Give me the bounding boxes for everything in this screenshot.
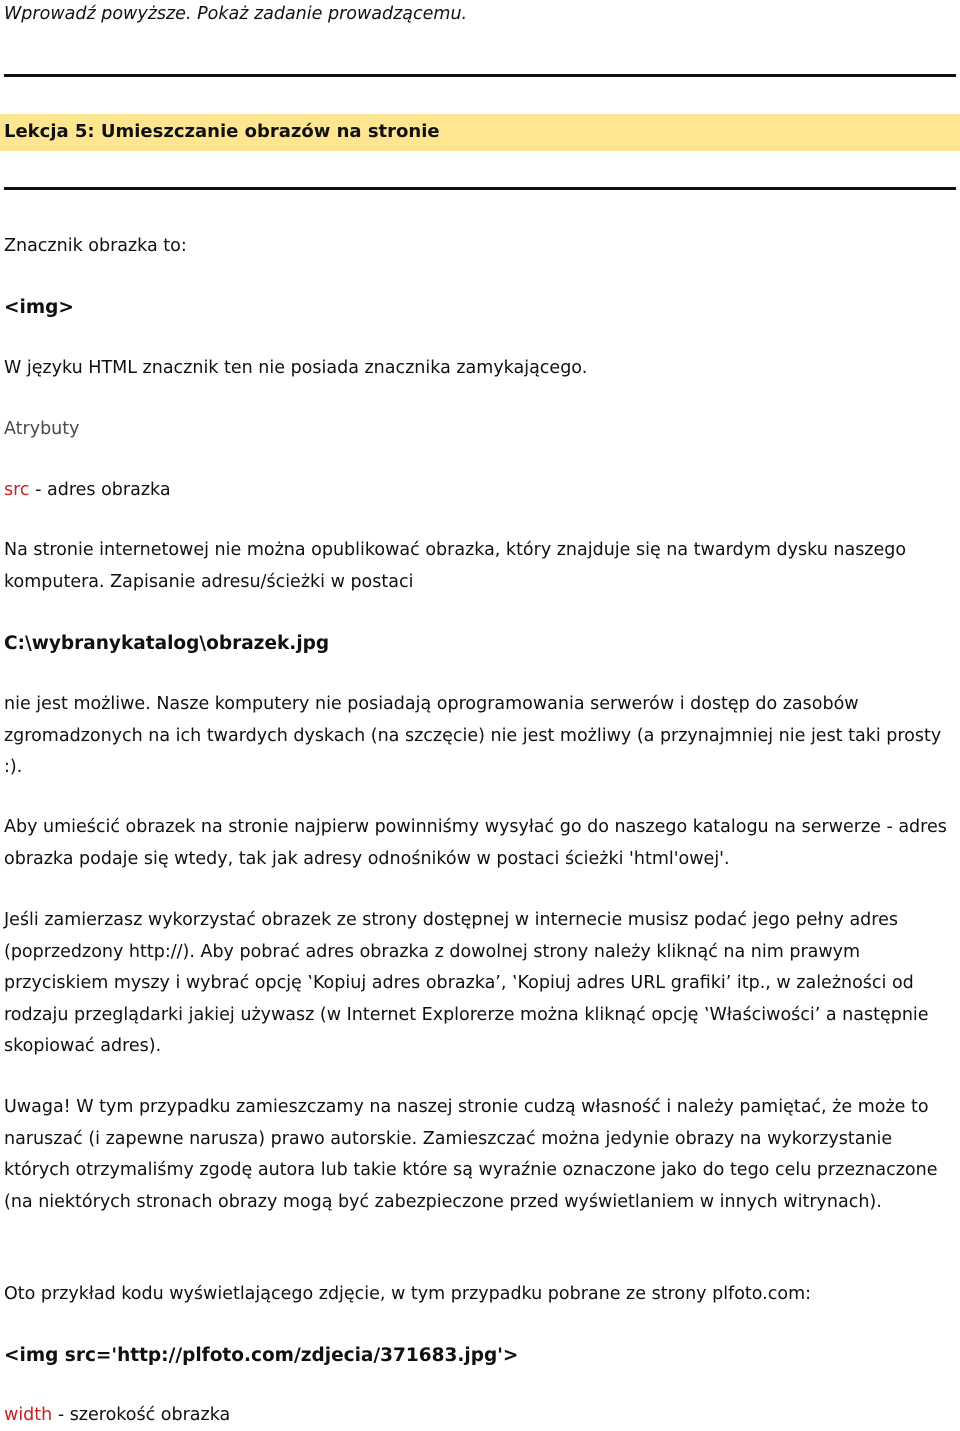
- width-attribute-desc: - szerokość obrazka: [52, 1405, 231, 1425]
- lesson-title: Lekcja 5: Umieszczanie obrazów na stronie: [4, 121, 440, 142]
- src-attribute-line: [4, 480, 171, 500]
- lesson-title-bar: [0, 114, 960, 151]
- src-attribute-name: src: [4, 480, 30, 500]
- not-possible-paragraph: nie jest możliwe. Nasze komputery nie posiadają oprogramowania serwerów i dostęp do zasobów zgromadzonych na ich twardych dyskach (na szczęcie) nie jest możliwy (a przynajmniej nie jest taki prosty :).: [4, 694, 942, 777]
- example-intro: Oto przykład kodu wyświetlającego zdjęcie, w tym przypadku pobrane ze strony plfoto.com:: [4, 1284, 812, 1304]
- internet-image-paragraph: Jeśli zamierzasz wykorzystać obrazek ze strony dostępnej w internecie musisz podać jego pełny adres (poprzedzony http://). Aby pobrać adres obrazka z dowolnej strony należy kliknąć na nim prawym przyciskiem myszy i wybrać opcję ‛Kopiuj adres obrazka’, ‛Kopiuj adres URL grafiki’ itp., w zależności od rodzaju przeglądarki jakiej używasz (w Internet Explorerze można kliknąć opcję ‛Właściwości’ a następnie skopiować adres).: [4, 910, 929, 1056]
- src-attribute-desc: - adres obrazka: [29, 480, 171, 500]
- local-path-code: C:\wybranykatalog\obrazek.jpg: [4, 633, 330, 654]
- width-attribute-line: [4, 1405, 230, 1425]
- horizontal-rule: [4, 187, 956, 190]
- no-closing-tag-text: W języku HTML znacznik ten nie posiada znacznika zamykającego.: [4, 358, 588, 378]
- horizontal-rule: [4, 74, 956, 77]
- tag-intro: Znacznik obrazka to:: [4, 236, 187, 256]
- local-disk-paragraph: Na stronie internetowej nie można opublikować obrazka, który znajduje się na twardym dysku naszego komputera. Zapisanie adresu/ścieżki w postaci: [4, 540, 907, 592]
- img-tag-code: <img>: [4, 297, 74, 318]
- copyright-warning-paragraph: Uwaga! W tym przypadku zamieszczamy na naszej stronie cudzą własność i należy pamiętać, że może to naruszać (i zapewne narusza) prawo autorskie. Zamieszczać można jedynie obrazy na wykorzystanie których otrzymaliśmy zgodę autora lub takie które są wyraźnie oznaczone jako do tego celu przeznaczone (na niektórych stronach obrazy mogą być zabezpieczone przed wyświetlaniem w innych witrynach).: [4, 1097, 938, 1212]
- instruction-note: Wprowadź powyższe. Pokaż zadanie prowadzącemu.: [4, 4, 468, 24]
- example-code: <img src='http://plfoto.com/zdjecia/371683.jpg'>: [4, 1345, 519, 1366]
- width-attribute-name: width: [4, 1405, 53, 1425]
- attributes-heading: Atrybuty: [4, 419, 80, 439]
- upload-paragraph: Aby umieścić obrazek na stronie najpierw powinniśmy wysyłać go do naszego katalogu na serwerze - adres obrazka podaje się wtedy, tak jak adresy odnośników w postaci ścieżki 'html'owej'.: [4, 817, 947, 869]
